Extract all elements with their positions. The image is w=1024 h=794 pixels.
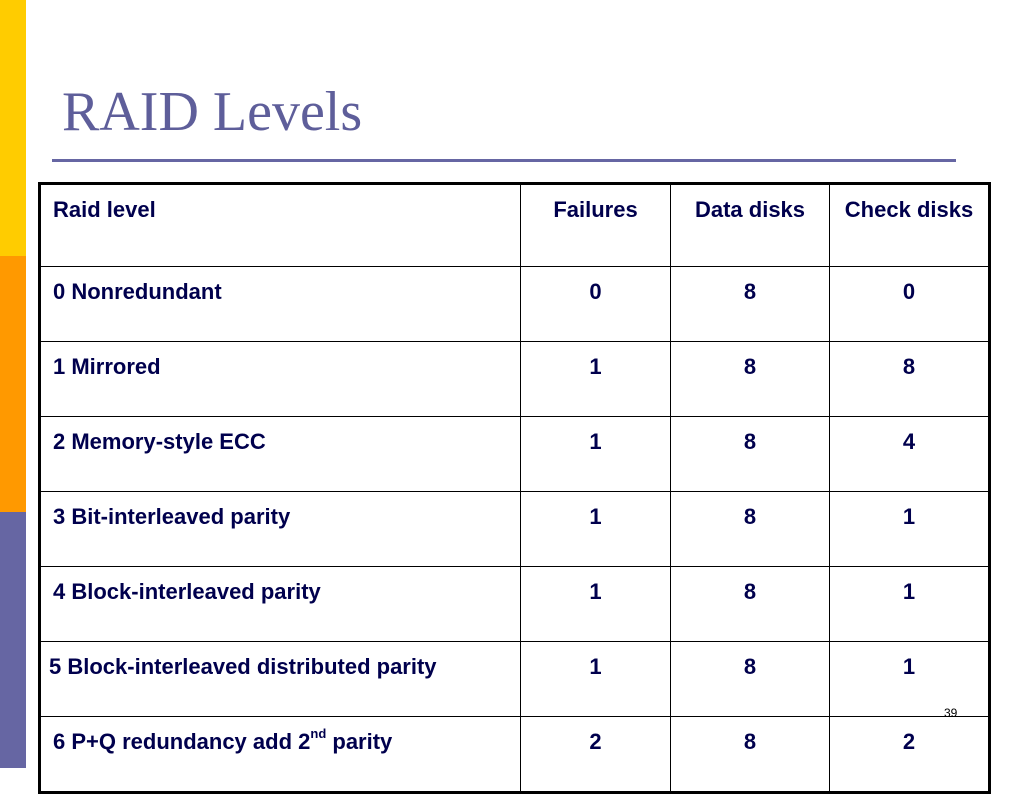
check-disks-cell: 0 [830,267,990,342]
raid-level-cell: 2 Memory-style ECC [40,417,521,492]
table-row [40,492,990,567]
title-rule [52,159,956,162]
data-disks-cell: 8 [671,492,830,567]
check-disks-cell: 2 [830,717,990,793]
check-disks-cell: 1 [830,642,990,717]
header-failures: Failures [521,184,671,267]
raid-levels-table [38,182,991,794]
failures-cell: 1 [521,417,671,492]
side-bar-orange [0,256,26,512]
table-row [40,267,990,342]
raid-level-cell: 4 Block-interleaved parity [40,567,521,642]
table-row [40,342,990,417]
slide-title: RAID Levels [62,81,363,143]
check-disks-cell: 8 [830,342,990,417]
check-disks-cell: 4 [830,417,990,492]
header-check-disks: Check disks [830,184,990,267]
check-disks-cell: 1 [830,567,990,642]
table-row [40,567,990,642]
failures-cell: 2 [521,717,671,793]
raid-level-cell [40,717,521,793]
data-disks-cell: 8 [671,342,830,417]
raid-level-text: 6 P+Q redundancy add 2 [53,729,311,754]
failures-cell: 1 [521,342,671,417]
page-number: 39 [944,706,958,720]
header-data-disks: Data disks [671,184,830,267]
table-row [40,417,990,492]
raid-level-suffix: parity [326,729,393,754]
failures-cell: 1 [521,642,671,717]
table-header-row [40,184,990,267]
raid-level-cell: 3 Bit-interleaved parity [40,492,521,567]
data-disks-cell: 8 [671,717,830,793]
header-raid-level: Raid level [40,184,521,267]
raid-level-cell: 1 Mirrored [40,342,521,417]
data-disks-cell: 8 [671,567,830,642]
raid-level-cell: 0 Nonredundant [40,267,521,342]
side-bar-purple [0,512,26,768]
data-disks-cell: 8 [671,642,830,717]
raid-level-cell: 5 Block-interleaved distributed parity [40,642,521,717]
failures-cell: 1 [521,492,671,567]
side-bar-yellow [0,0,26,256]
table-row [40,717,990,793]
failures-cell: 0 [521,267,671,342]
data-disks-cell: 8 [671,417,830,492]
failures-cell: 1 [521,567,671,642]
data-disks-cell: 8 [671,267,830,342]
table-row [40,642,990,717]
ordinal-superscript: nd [310,726,327,741]
check-disks-cell: 1 [830,492,990,567]
